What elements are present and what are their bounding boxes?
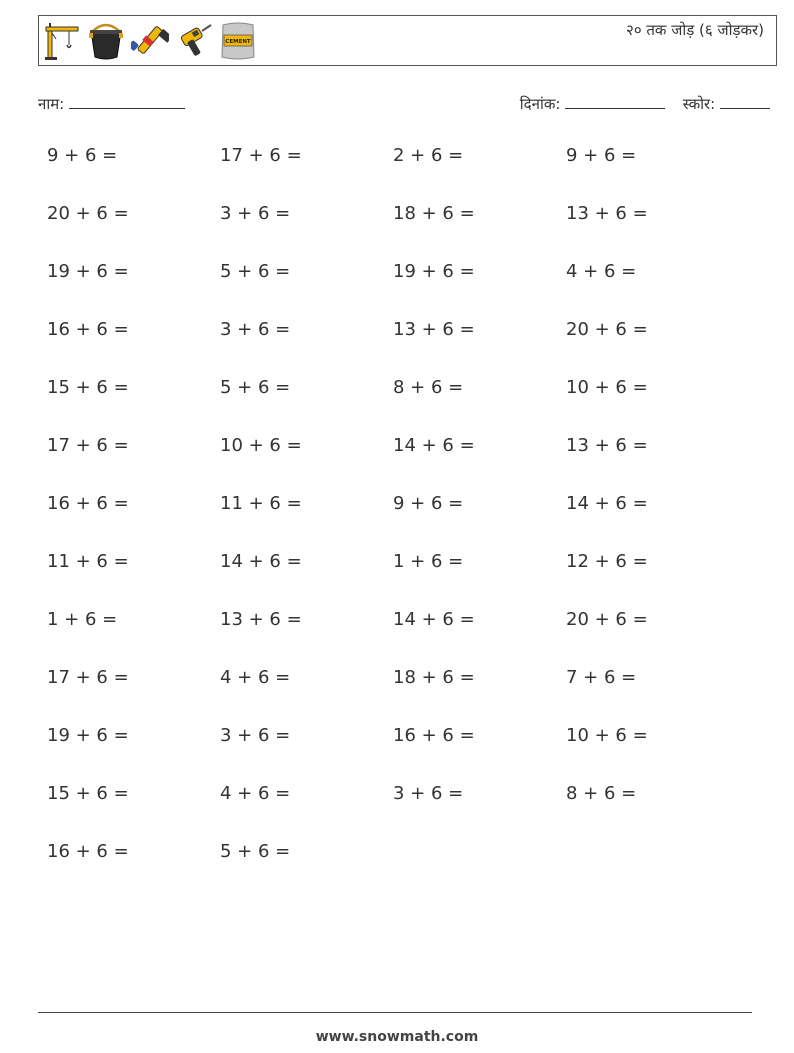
header-box bbox=[38, 15, 777, 66]
problem-item: 20 + 6 = bbox=[566, 609, 648, 630]
drill-icon bbox=[175, 21, 213, 61]
problem-item: 18 + 6 = bbox=[393, 667, 475, 688]
problem-item: 3 + 6 = bbox=[220, 725, 291, 746]
score-blank[interactable] bbox=[720, 94, 770, 109]
problem-item: 19 + 6 = bbox=[393, 261, 475, 282]
problem-item: 18 + 6 = bbox=[393, 203, 475, 224]
problem-item: 9 + 6 = bbox=[47, 145, 118, 166]
name-field bbox=[38, 94, 185, 114]
problem-item: 4 + 6 = bbox=[220, 667, 291, 688]
date-score-field bbox=[520, 94, 770, 114]
problem-item: 9 + 6 = bbox=[566, 145, 637, 166]
problem-item: 3 + 6 = bbox=[393, 783, 464, 804]
problem-item: 14 + 6 = bbox=[393, 435, 475, 456]
date-label: दिनांक: bbox=[519, 95, 561, 113]
problem-item: 5 + 6 = bbox=[220, 261, 291, 282]
problem-item: 16 + 6 = bbox=[47, 319, 129, 340]
problem-item: 15 + 6 = bbox=[47, 783, 129, 804]
problem-item: 16 + 6 = bbox=[47, 493, 129, 514]
bucket-icon bbox=[87, 21, 125, 61]
worksheet-title: २० तक जोड़ (६ जोड़कर) bbox=[626, 21, 764, 39]
problem-item: 17 + 6 = bbox=[47, 435, 129, 456]
problem-item: 19 + 6 = bbox=[47, 261, 129, 282]
score-label: स्कोर: bbox=[682, 95, 716, 113]
problem-item: 10 + 6 = bbox=[566, 377, 648, 398]
problem-item: 16 + 6 = bbox=[47, 841, 129, 862]
problem-item: 10 + 6 = bbox=[220, 435, 302, 456]
crane-icon bbox=[43, 21, 81, 61]
problem-item: 17 + 6 = bbox=[47, 667, 129, 688]
problem-item: 9 + 6 = bbox=[393, 493, 464, 514]
footer-url: www.snowmath.com bbox=[315, 1029, 479, 1045]
wrench-icon bbox=[131, 21, 169, 61]
cement-bag-icon bbox=[219, 21, 257, 61]
problem-item: 13 + 6 = bbox=[393, 319, 475, 340]
problem-item: 3 + 6 = bbox=[220, 319, 291, 340]
problem-item: 4 + 6 = bbox=[566, 261, 637, 282]
problem-item: 8 + 6 = bbox=[393, 377, 464, 398]
problem-item: 14 + 6 = bbox=[220, 551, 302, 572]
problem-item: 11 + 6 = bbox=[47, 551, 129, 572]
problem-item: 1 + 6 = bbox=[47, 609, 118, 630]
problem-item: 10 + 6 = bbox=[566, 725, 648, 746]
problem-item: 16 + 6 = bbox=[393, 725, 475, 746]
problem-item: 13 + 6 = bbox=[566, 203, 648, 224]
problem-item: 12 + 6 = bbox=[566, 551, 648, 572]
problem-item: 5 + 6 = bbox=[220, 841, 291, 862]
name-blank[interactable] bbox=[69, 94, 185, 109]
problem-item: 19 + 6 = bbox=[47, 725, 129, 746]
problem-item: 7 + 6 = bbox=[566, 667, 637, 688]
problem-item: 14 + 6 = bbox=[393, 609, 475, 630]
problem-item: 4 + 6 = bbox=[220, 783, 291, 804]
problem-item: 5 + 6 = bbox=[220, 377, 291, 398]
problem-item: 17 + 6 = bbox=[220, 145, 302, 166]
problem-item: 13 + 6 = bbox=[566, 435, 648, 456]
problem-item: 11 + 6 = bbox=[220, 493, 302, 514]
name-label: नाम: bbox=[38, 95, 65, 113]
problem-item: 14 + 6 = bbox=[566, 493, 648, 514]
date-blank[interactable] bbox=[565, 94, 665, 109]
problem-item: 20 + 6 = bbox=[47, 203, 129, 224]
footer-divider bbox=[38, 1012, 752, 1013]
problem-item: 15 + 6 = bbox=[47, 377, 129, 398]
problem-item: 20 + 6 = bbox=[566, 319, 648, 340]
svg-text:CEMENT: CEMENT bbox=[225, 39, 251, 45]
problem-item: 1 + 6 = bbox=[393, 551, 464, 572]
problem-item: 2 + 6 = bbox=[393, 145, 464, 166]
problem-item: 3 + 6 = bbox=[220, 203, 291, 224]
problem-item: 13 + 6 = bbox=[220, 609, 302, 630]
icon-strip bbox=[43, 20, 257, 62]
problem-item: 8 + 6 = bbox=[566, 783, 637, 804]
